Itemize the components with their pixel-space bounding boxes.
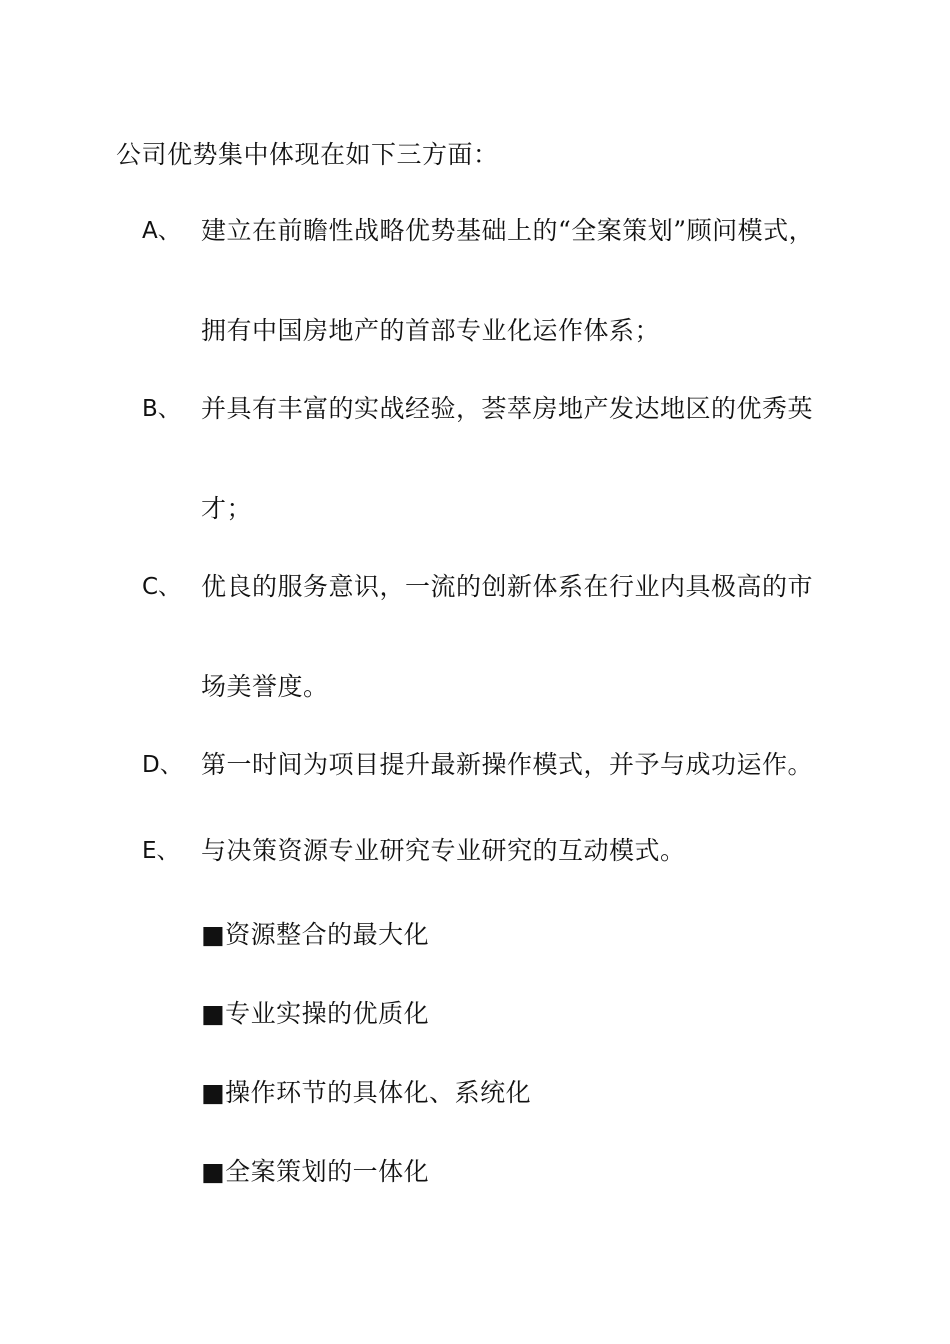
bullet-item: ■专业实操的优质化 [201, 999, 430, 1028]
item-a-line-2: 拥有中国房地产的首部专业化运作体系； [201, 316, 661, 345]
bullet-item: ■全案策划的一体化 [201, 1157, 430, 1186]
item-d-line-1: 第一时间为项目提升最新操作模式，并予与成功运作。 [201, 750, 814, 779]
item-b-line-1: 并具有丰富的实战经验，荟萃房地产发达地区的优秀英 [201, 394, 814, 423]
bullet-item: ■操作环节的具体化、系统化 [201, 1078, 532, 1107]
item-c-line-2: 场美誉度。 [201, 672, 329, 701]
item-a-line-1: 建立在前瞻性战略优势基础上的“全案策划”顾问模式， [201, 216, 815, 245]
item-c-marker: C、 [142, 574, 182, 600]
item-b-line-2: 才； [201, 494, 253, 523]
item-e-line-1: 与决策资源专业研究专业研究的互动模式。 [201, 836, 686, 865]
bullet-item: ■资源整合的最大化 [201, 920, 430, 949]
intro-text: 公司优势集中体现在如下三方面： [116, 140, 499, 169]
item-d-marker: D、 [142, 752, 183, 778]
item-e-marker: E、 [142, 838, 180, 864]
item-a-marker: A、 [142, 218, 181, 244]
item-b-marker: B、 [142, 396, 181, 422]
item-c-line-1: 优良的服务意识，一流的创新体系在行业内具极高的市 [201, 572, 814, 601]
